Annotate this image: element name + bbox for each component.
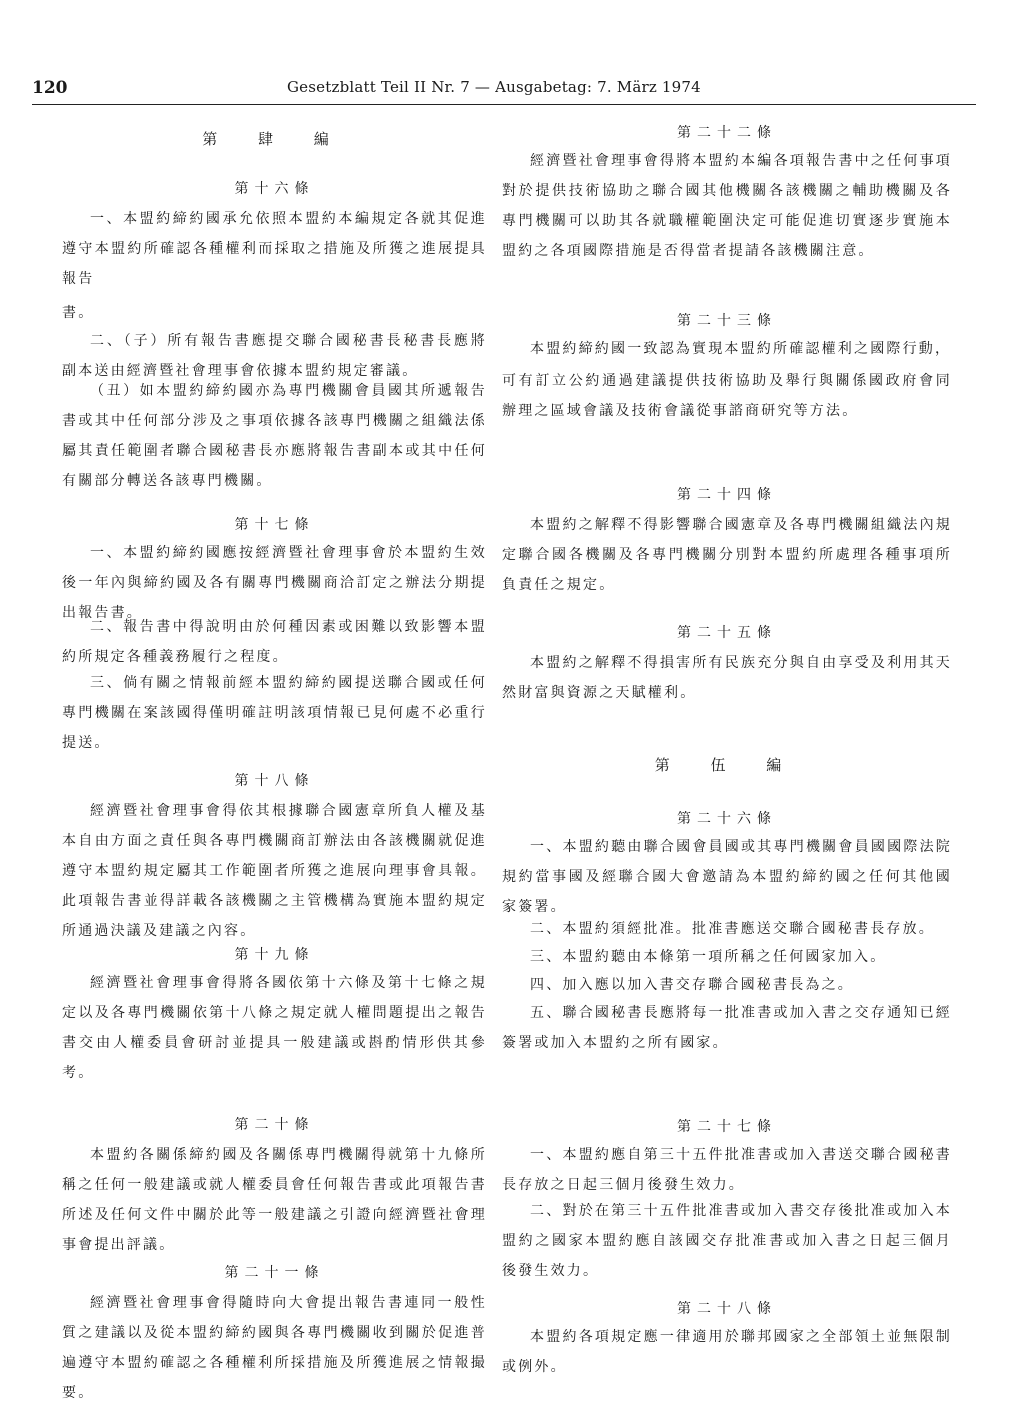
article-26-title: 第二十六條: [677, 811, 777, 827]
article-22-title: 第二十二條: [677, 125, 777, 141]
article-26-para-3: 三、本盟約聽由本條第一項所稱之任何國家加入。: [530, 949, 887, 965]
article-21-title: 第二十一條: [224, 1265, 325, 1281]
book-4-heading: 第 肆 編: [202, 130, 347, 148]
article-19-para-1: 經濟暨社會理事會得將各國依第十六條及第十七條之規定以及各專門機關依第十八條之規定就人權問題提出之報告書交由人權委員會研討並提具一般建議或斟酌情形供其參考。: [62, 975, 487, 1081]
running-head: Gesetzblatt Teil II Nr. 7 — Ausgabetag: 7. März 1974: [287, 78, 701, 96]
article-25-title: 第二十五條: [677, 625, 777, 641]
article-26-para-4: 四、加入應以加入書交存聯合國秘書長為之。: [530, 977, 854, 993]
article-17-para-1: 一、本盟約締約國應按經濟暨社會理事會於本盟約生效後一年內與締約國及各有關專門機關商洽訂定之辦法分期提出報告書。: [62, 545, 487, 621]
article-16-para-3: （丑）如本盟約締約國亦為專門機關會員國其所遞報告書或其中任何部分涉及之事項依據各該專門機關之組織法係屬其責任範圍者聯合國秘書長亦應將報告書副本或其中任何有關部分轉送各該專門機關。: [62, 383, 487, 489]
article-22-para-1: 經濟暨社會理事會得將本盟約本編各項報告書中之任何事項對於提供技術協助之聯合國其他機關各該機關之輔助機關及各專門機關可以助其各就職權範圍決定可能促進切實逐步實施本盟約之各項國際措施是否得當者提請各該機關注意。: [502, 153, 952, 259]
article-16-para-1: 一、本盟約締約國承允依照本盟約本編規定各就其促進遵守本盟約所確認各種權利而採取之措施及所獲之進展提具報告: [62, 211, 487, 287]
article-16-para-1-end: 書。: [62, 305, 95, 321]
article-18-para-1: 經濟暨社會理事會得依其根據聯合國憲章所負人權及基本自由方面之責任與各專門機關商訂辦法由各該機關就促進遵守本盟約規定屬其工作範圍者所獲之進展向理事會具報。此項報告書並得詳載各該機關之主管機構為實施本盟約規定所通過決議及建議之內容。: [62, 803, 487, 939]
article-27-title: 第二十七條: [677, 1119, 777, 1135]
article-26-para-5: 五、聯合國秘書長應將每一批准書或加入書之交存通知已經簽署或加入本盟約之所有國家。: [502, 1005, 952, 1051]
article-17-title: 第十七條: [234, 517, 315, 533]
article-23-para-1-cont: 可有訂立公約通過建議提供技術協助及舉行與關係國政府會同辦理之區域會議及技術會議從事諮商研究等方法。: [502, 373, 952, 419]
article-28-para-1: 本盟約各項規定應一律適用於聯邦國家之全部領土並無限制或例外。: [502, 1329, 952, 1375]
article-21-para-1: 經濟暨社會理事會得隨時向大會提出報告書連同一般性質之建議以及從本盟約締約國與各專門機關收到關於促進普遍遵守本盟約確認之各種權利所採措施及所獲進展之情報撮要。: [62, 1295, 487, 1401]
book-5-heading: 第 伍 編: [654, 756, 800, 774]
article-27-para-1: 一、本盟約應自第三十五件批准書或加入書送交聯合國秘書長存放之日起三個月後發生效力。: [502, 1147, 952, 1193]
article-17-para-2: 二、報告書中得說明由於何種因素或困難以致影響本盟約所規定各種義務履行之程度。: [62, 619, 487, 665]
article-24-para-1: 本盟約之解釋不得影響聯合國憲章及各專門機關組織法內規定聯合國各機關及各專門機關分別對本盟約所處理各種事項所負責任之規定。: [502, 517, 952, 593]
article-26-para-2: 二、本盟約須經批准。批准書應送交聯合國秘書長存放。: [530, 921, 935, 937]
article-27-para-2: 二、對於在第三十五件批准書或加入書交存後批准或加入本盟約之國家本盟約應自該國交存批准書或加入書之日起三個月後發生效力。: [502, 1203, 952, 1279]
page-header: [32, 78, 976, 105]
article-18-title: 第十八條: [234, 773, 315, 789]
article-16-para-2: 二、（子）所有報告書應提交聯合國秘書長秘書長應將副本送由經濟暨社會理事會依據本盟約規定審議。: [62, 333, 487, 379]
page-number: 120: [32, 78, 68, 98]
article-17-para-3: 三、倘有關之情報前經本盟約締約國提送聯合國或任何專門機關在案該國得僅明確註明該項情報已見何處不必重行提送。: [62, 675, 487, 751]
article-19-title: 第十九條: [234, 947, 315, 963]
article-23-para-1: 本盟約締約國一致認為實現本盟約所確認權利之國際行動，: [530, 341, 952, 357]
article-20-title: 第二十條: [234, 1117, 315, 1133]
article-24-title: 第二十四條: [677, 487, 777, 503]
article-26-para-1: 一、本盟約聽由聯合國會員國或其專門機關會員國國際法院規約當事國及經聯合國大會邀請為本盟約締約國之任何其他國家簽署。: [502, 839, 952, 915]
article-16-title: 第十六條: [234, 181, 315, 197]
article-28-title: 第二十八條: [677, 1301, 777, 1317]
article-23-title: 第二十三條: [677, 313, 777, 329]
article-20-para-1: 本盟約各關係締約國及各關係專門機關得就第十九條所稱之任何一般建議或就人權委員會任何報告書或此項報告書所述及任何文件中關於此等一般建議之引證向經濟暨社會理事會提出評議。: [62, 1147, 487, 1253]
article-25-para-1: 本盟約之解釋不得損害所有民族充分與自由享受及利用其天然財富與資源之天賦權利。: [502, 655, 952, 701]
